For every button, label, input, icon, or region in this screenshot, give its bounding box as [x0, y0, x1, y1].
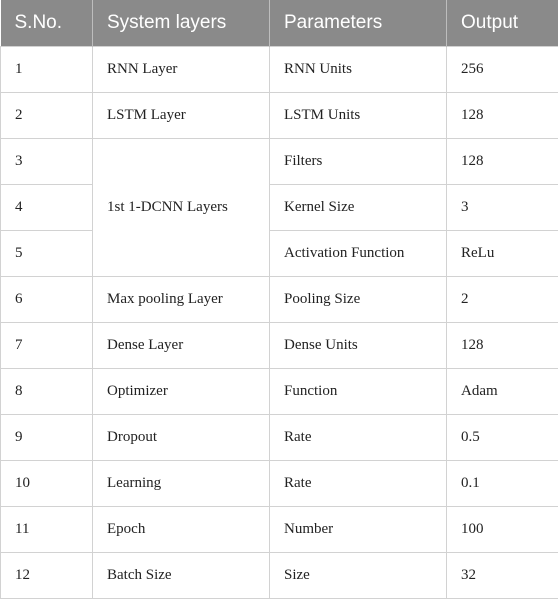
cell-layer: Max pooling Layer [93, 277, 270, 323]
cell-output: 0.1 [447, 461, 558, 507]
table-row [1, 369, 558, 415]
cell-parameter: Number [270, 507, 447, 553]
cell-sno: 12 [1, 553, 93, 599]
table-row [1, 553, 558, 599]
cell-output: 128 [447, 323, 558, 369]
cell-sno: 10 [1, 461, 93, 507]
cell-parameter: Size [270, 553, 447, 599]
cell-sno: 6 [1, 277, 93, 323]
cell-layer: Dropout [93, 415, 270, 461]
cell-parameter: Pooling Size [270, 277, 447, 323]
cell-layer-merged: 1st 1-DCNN Layers [93, 139, 270, 277]
cell-output: 256 [447, 47, 558, 93]
table-row [1, 231, 558, 277]
cell-output: Adam [447, 369, 558, 415]
cell-output: 3 [447, 185, 558, 231]
cell-parameter: Rate [270, 415, 447, 461]
table-row [1, 185, 558, 231]
cell-parameter: Kernel Size [270, 185, 447, 231]
cell-output: 128 [447, 93, 558, 139]
cell-layer: Optimizer [93, 369, 270, 415]
cell-sno: 2 [1, 93, 93, 139]
table-row [1, 507, 558, 553]
table-row [1, 461, 558, 507]
table-row [1, 139, 558, 185]
cell-sno: 5 [1, 231, 93, 277]
cell-parameter: Dense Units [270, 323, 447, 369]
cell-output: 32 [447, 553, 558, 599]
cell-sno: 9 [1, 415, 93, 461]
cell-output: 128 [447, 139, 558, 185]
table-row [1, 323, 558, 369]
cell-sno: 7 [1, 323, 93, 369]
cell-sno: 3 [1, 139, 93, 185]
cell-sno: 8 [1, 369, 93, 415]
table-row [1, 277, 558, 323]
table-row [1, 47, 558, 93]
cell-parameter: RNN Units [270, 47, 447, 93]
table-row [1, 415, 558, 461]
cell-sno: 1 [1, 47, 93, 93]
header-row [1, 0, 558, 47]
cell-sno: 11 [1, 507, 93, 553]
cell-output: 2 [447, 277, 558, 323]
cell-parameter: Activation Function [270, 231, 447, 277]
header-sno: S.No. [1, 0, 93, 47]
header-system-layers: System layers [93, 0, 270, 47]
table-row [1, 93, 558, 139]
cell-layer: Batch Size [93, 553, 270, 599]
cell-parameter: LSTM Units [270, 93, 447, 139]
cell-layer: Dense Layer [93, 323, 270, 369]
cell-layer: Epoch [93, 507, 270, 553]
cell-output: 0.5 [447, 415, 558, 461]
cell-sno: 4 [1, 185, 93, 231]
cell-layer: Learning [93, 461, 270, 507]
cell-parameter: Function [270, 369, 447, 415]
cell-layer: LSTM Layer [93, 93, 270, 139]
header-output: Output [447, 0, 558, 47]
cell-parameter: Filters [270, 139, 447, 185]
cell-output: 100 [447, 507, 558, 553]
cell-parameter: Rate [270, 461, 447, 507]
cell-output: ReLu [447, 231, 558, 277]
cell-layer: RNN Layer [93, 47, 270, 93]
header-parameters: Parameters [270, 0, 447, 47]
